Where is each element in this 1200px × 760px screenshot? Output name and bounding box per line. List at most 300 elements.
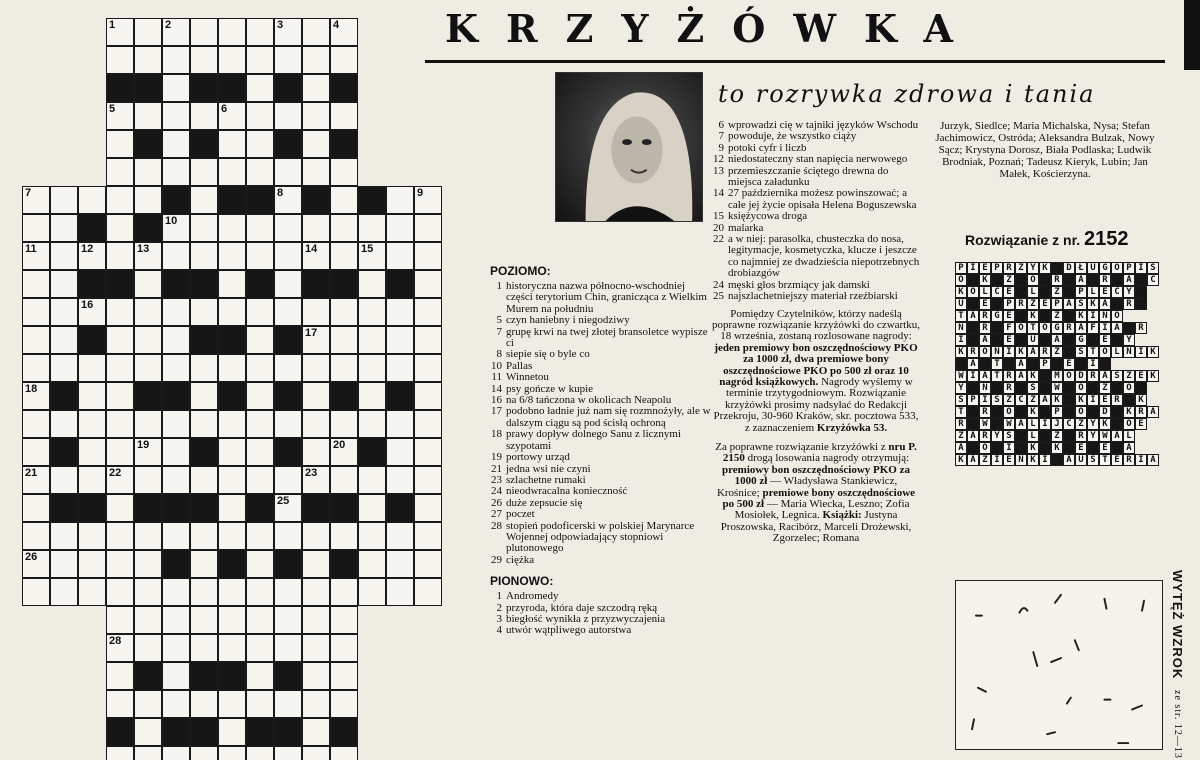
grid-cell[interactable] [414,326,442,354]
solution-letter: K [1099,418,1111,430]
grid-cell[interactable] [106,522,134,550]
grid-cell[interactable] [106,102,134,130]
grid-cell[interactable] [162,746,190,760]
solution-letter: W [1099,430,1111,442]
grid-cell[interactable] [330,438,358,466]
grid-cell[interactable] [190,606,218,634]
clue-item [712,291,920,302]
grid-cell[interactable] [50,298,78,326]
grid-cell[interactable] [190,46,218,74]
grid-cell[interactable] [22,326,50,354]
grid-cell[interactable] [190,550,218,578]
grid-cell[interactable] [386,354,414,382]
grid-cell[interactable] [414,242,442,270]
grid-cell[interactable] [274,578,302,606]
grid-cell[interactable] [302,382,330,410]
grid-cell[interactable] [386,522,414,550]
grid-black-cell [134,662,162,690]
grid-cell[interactable] [162,662,190,690]
grid-cell[interactable] [162,634,190,662]
grid-cell[interactable] [106,130,134,158]
grid-cell[interactable] [274,158,302,186]
grid-cell[interactable] [134,634,162,662]
grid-cell[interactable] [330,354,358,382]
grid-cell[interactable] [22,298,50,326]
grid-cell[interactable] [218,354,246,382]
grid-cell-number: 19 [137,439,150,451]
grid-cell[interactable] [190,214,218,242]
grid-cell[interactable] [190,298,218,326]
grid-cell[interactable] [302,326,330,354]
grid-cell[interactable] [134,354,162,382]
grid-cell[interactable] [302,550,330,578]
solution-black-cell [967,406,979,418]
grid-cell[interactable] [414,550,442,578]
grid-cell[interactable] [218,578,246,606]
grid-cell[interactable] [22,214,50,242]
grid-cell[interactable] [106,46,134,74]
clue-text: potoki cyfr i liczb [728,141,807,154]
solution-letter: T [955,310,967,322]
grid-cell[interactable] [330,46,358,74]
grid-cell[interactable] [274,46,302,74]
solution-letter: O [1111,310,1123,322]
winners-text-2: drogą losowania nagrody otrzymują: [744,452,910,465]
grid-cell[interactable] [162,410,190,438]
solution-letter: R [1123,298,1135,310]
grid-cell[interactable] [78,242,106,270]
grid-cell[interactable] [414,494,442,522]
grid-cell[interactable] [302,662,330,690]
grid-cell[interactable] [162,102,190,130]
solution-letter: L [1111,346,1123,358]
grid-cell[interactable] [162,438,190,466]
grid-cell[interactable] [162,298,190,326]
grid-cell[interactable] [358,270,386,298]
grid-cell[interactable] [218,298,246,326]
grid-cell[interactable] [386,410,414,438]
grid-cell[interactable] [162,242,190,270]
grid-cell[interactable] [302,410,330,438]
grid-cell[interactable] [106,158,134,186]
grid-cell[interactable] [274,746,302,760]
grid-cell[interactable] [218,690,246,718]
grid-cell[interactable] [22,410,50,438]
grid-cell[interactable] [246,410,274,438]
grid-cell[interactable] [414,214,442,242]
grid-cell[interactable] [414,466,442,494]
grid-cell[interactable] [302,298,330,326]
grid-cell[interactable] [134,690,162,718]
grid-cell[interactable] [246,214,274,242]
grid-cell[interactable] [218,130,246,158]
grid-cell[interactable] [246,242,274,270]
grid-cell[interactable] [274,242,302,270]
grid-cell[interactable] [106,410,134,438]
grid-cell[interactable] [134,746,162,760]
grid-cell[interactable] [134,102,162,130]
grid-cell[interactable] [274,186,302,214]
grid-cell[interactable] [302,634,330,662]
grid-cell[interactable] [246,326,274,354]
grid-cell[interactable] [190,102,218,130]
grid-cell[interactable] [50,186,78,214]
grid-cell[interactable] [302,466,330,494]
grid-cell[interactable] [22,354,50,382]
grid-cell[interactable] [302,74,330,102]
grid-cell[interactable] [22,438,50,466]
grid-cell[interactable] [106,634,134,662]
grid-cell[interactable] [414,298,442,326]
grid-cell[interactable] [162,18,190,46]
grid-cell[interactable] [78,298,106,326]
grid-cell[interactable] [78,522,106,550]
grid-cell[interactable] [190,158,218,186]
grid-cell-number: 20 [333,439,346,451]
grid-cell[interactable] [274,102,302,130]
grid-cell[interactable] [330,690,358,718]
grid-cell[interactable] [330,214,358,242]
grid-cell[interactable] [386,466,414,494]
grid-cell[interactable] [218,102,246,130]
grid-cell[interactable] [302,438,330,466]
grid-cell[interactable] [106,662,134,690]
grid-cell[interactable] [246,550,274,578]
grid-cell[interactable] [78,186,106,214]
grid-cell[interactable] [134,578,162,606]
grid-cell[interactable] [134,326,162,354]
grid-cell[interactable] [246,46,274,74]
grid-cell[interactable] [358,494,386,522]
grid-cell[interactable] [302,214,330,242]
grid-cell[interactable] [274,522,302,550]
grid-cell[interactable] [218,18,246,46]
grid-cell[interactable] [274,298,302,326]
grid-cell[interactable] [22,242,50,270]
grid-cell[interactable] [246,102,274,130]
grid-cell[interactable] [246,382,274,410]
grid-cell[interactable] [302,606,330,634]
grid-cell[interactable] [50,466,78,494]
grid-cell[interactable] [302,578,330,606]
grid-cell[interactable] [414,438,442,466]
grid-cell[interactable] [162,690,190,718]
grid-cell[interactable] [386,214,414,242]
grid-cell[interactable] [302,18,330,46]
grid-cell[interactable] [330,606,358,634]
grid-cell[interactable] [50,522,78,550]
grid-cell[interactable] [218,410,246,438]
grid-cell[interactable] [274,18,302,46]
grid-cell[interactable] [414,522,442,550]
grid-cell[interactable] [358,298,386,326]
grid-cell[interactable] [162,158,190,186]
grid-cell[interactable] [218,718,246,746]
grid-cell[interactable] [274,270,302,298]
grid-cell[interactable] [134,298,162,326]
grid-cell[interactable] [218,634,246,662]
grid-cell[interactable] [246,466,274,494]
grid-cell[interactable] [106,550,134,578]
grid-cell[interactable] [330,466,358,494]
grid-cell[interactable] [190,466,218,494]
grid-cell[interactable] [134,410,162,438]
grid-cell[interactable] [246,578,274,606]
grid-cell[interactable] [218,466,246,494]
grid-cell[interactable] [414,382,442,410]
grid-cell[interactable] [134,18,162,46]
grid-cell[interactable] [414,354,442,382]
grid-cell[interactable] [78,578,106,606]
grid-cell[interactable] [50,354,78,382]
grid-cell[interactable] [330,662,358,690]
grid-cell[interactable] [134,466,162,494]
grid-cell[interactable] [218,522,246,550]
grid-cell[interactable] [302,102,330,130]
grid-cell[interactable] [134,550,162,578]
grid-cell[interactable] [218,242,246,270]
crossword-grid[interactable] [22,18,472,756]
grid-cell[interactable] [358,522,386,550]
clue-text: na 6/8 tańczona w okolicach Neapolu [506,394,672,407]
grid-cell[interactable] [246,606,274,634]
grid-cell[interactable] [22,550,50,578]
grid-cell[interactable] [134,186,162,214]
grid-cell[interactable] [246,746,274,760]
grid-cell[interactable] [134,158,162,186]
grid-cell[interactable] [358,354,386,382]
grid-cell[interactable] [414,270,442,298]
grid-cell[interactable] [330,410,358,438]
grid-cell[interactable] [302,130,330,158]
grid-cell[interactable] [134,438,162,466]
grid-cell[interactable] [78,382,106,410]
grid-cell[interactable] [106,298,134,326]
grid-cell[interactable] [190,18,218,46]
grid-cell[interactable] [190,410,218,438]
grid-cell[interactable] [274,634,302,662]
grid-cell[interactable] [162,46,190,74]
grid-cell[interactable] [162,214,190,242]
grid-cell[interactable] [50,270,78,298]
grid-cell[interactable] [190,522,218,550]
grid-cell[interactable] [330,746,358,760]
grid-cell[interactable] [106,494,134,522]
clue-text: podobno ładnie już nam się rozmnożyły, ale w dalszym ciągu są pod ścisłą ochroną [506,405,711,429]
solution-letter: O [1075,406,1087,418]
grid-cell[interactable] [106,326,134,354]
grid-cell[interactable] [246,690,274,718]
grid-cell[interactable] [246,298,274,326]
grid-cell[interactable] [330,634,358,662]
grid-cell[interactable] [190,354,218,382]
solution-letter: P [1051,406,1063,418]
grid-cell[interactable] [106,214,134,242]
solution-black-cell [1015,430,1027,442]
grid-cell[interactable] [330,578,358,606]
grid-cell[interactable] [386,438,414,466]
grid-cell[interactable] [218,214,246,242]
grid-cell[interactable] [386,242,414,270]
grid-cell[interactable] [330,298,358,326]
solution-letter: I [1039,418,1051,430]
grid-cell[interactable] [330,186,358,214]
grid-cell[interactable] [386,578,414,606]
grid-cell[interactable] [162,466,190,494]
grid-cell[interactable] [246,354,274,382]
grid-cell[interactable] [414,578,442,606]
grid-cell[interactable] [78,466,106,494]
grid-cell[interactable] [302,522,330,550]
grid-cell[interactable] [330,102,358,130]
grid-cell-number: 1 [109,19,116,31]
grid-cell[interactable] [414,410,442,438]
grid-cell[interactable] [106,746,134,760]
grid-cell[interactable] [50,214,78,242]
grid-cell[interactable] [330,18,358,46]
grid-cell[interactable] [246,634,274,662]
grid-cell[interactable] [274,214,302,242]
grid-cell[interactable] [218,46,246,74]
grid-cell[interactable] [246,662,274,690]
grid-cell[interactable] [274,494,302,522]
grid-cell[interactable] [274,354,302,382]
grid-cell[interactable] [330,522,358,550]
solution-letter: O [1003,406,1015,418]
grid-cell[interactable] [106,578,134,606]
grid-cell[interactable] [274,410,302,438]
grid-cell[interactable] [162,354,190,382]
grid-cell[interactable] [134,242,162,270]
grid-cell[interactable] [78,438,106,466]
grid-cell[interactable] [50,550,78,578]
grid-cell[interactable] [134,270,162,298]
grid-cell[interactable] [218,494,246,522]
grid-cell[interactable] [274,606,302,634]
grid-cell[interactable] [246,522,274,550]
clue-item [490,591,712,602]
solution-black-cell [1063,310,1075,322]
grid-cell[interactable] [50,242,78,270]
grid-cell[interactable] [22,494,50,522]
grid-cell[interactable] [330,158,358,186]
clue-item [490,486,712,497]
grid-cell[interactable] [358,578,386,606]
grid-cell[interactable] [50,410,78,438]
grid-cell[interactable] [50,326,78,354]
grid-cell[interactable] [22,270,50,298]
grid-cell[interactable] [302,46,330,74]
grid-cell[interactable] [22,382,50,410]
grid-cell[interactable] [50,578,78,606]
grid-cell[interactable] [190,578,218,606]
grid-cell[interactable] [302,746,330,760]
grid-cell[interactable] [302,690,330,718]
grid-cell[interactable] [302,354,330,382]
grid-cell[interactable] [190,746,218,760]
grid-cell[interactable] [358,466,386,494]
grid-cell[interactable] [386,298,414,326]
grid-cell-number: 13 [137,243,150,255]
grid-cell[interactable] [358,410,386,438]
grid-cell[interactable] [106,18,134,46]
grid-cell[interactable] [106,382,134,410]
grid-cell[interactable] [106,242,134,270]
grid-cell[interactable] [246,18,274,46]
grid-cell[interactable] [218,270,246,298]
grid-cell[interactable] [302,158,330,186]
grid-cell[interactable] [246,130,274,158]
grid-cell[interactable] [386,550,414,578]
grid-cell[interactable] [106,186,134,214]
grid-cell[interactable] [162,74,190,102]
grid-cell[interactable] [386,186,414,214]
grid-cell[interactable] [106,354,134,382]
grid-cell[interactable] [302,242,330,270]
grid-cell[interactable] [162,326,190,354]
grid-cell[interactable] [78,354,106,382]
grid-cell-number: 18 [25,383,38,395]
grid-cell[interactable] [190,382,218,410]
grid-cell[interactable] [22,186,50,214]
grid-cell[interactable] [358,550,386,578]
grid-cell[interactable] [246,74,274,102]
grid-cell[interactable] [190,242,218,270]
grid-cell[interactable] [22,578,50,606]
grid-cell[interactable] [218,438,246,466]
grid-cell[interactable] [162,578,190,606]
grid-cell[interactable] [106,690,134,718]
grid-cell[interactable] [106,438,134,466]
grid-black-cell [218,186,246,214]
grid-cell[interactable] [274,690,302,718]
grid-cell[interactable] [134,606,162,634]
grid-cell[interactable] [162,522,190,550]
grid-cell[interactable] [218,746,246,760]
grid-cell[interactable] [414,186,442,214]
grid-cell[interactable] [78,550,106,578]
grid-cell[interactable] [386,326,414,354]
grid-cell[interactable] [134,46,162,74]
grid-cell[interactable] [246,158,274,186]
grid-cell[interactable] [190,186,218,214]
grid-cell[interactable] [274,466,302,494]
grid-cell[interactable] [330,242,358,270]
grid-cell[interactable] [22,466,50,494]
grid-cell[interactable] [78,410,106,438]
grid-cell[interactable] [218,158,246,186]
grid-cell[interactable] [190,690,218,718]
grid-cell[interactable] [134,718,162,746]
grid-cell[interactable] [162,130,190,158]
grid-cell[interactable] [358,326,386,354]
grid-cell[interactable] [22,522,50,550]
solution-black-cell [1111,334,1123,346]
grid-cell[interactable] [190,634,218,662]
grid-cell[interactable] [218,606,246,634]
grid-cell[interactable] [162,606,190,634]
grid-cell[interactable] [358,242,386,270]
grid-cell[interactable] [358,214,386,242]
grid-cell[interactable] [246,438,274,466]
grid-cell[interactable] [330,326,358,354]
grid-cell[interactable] [106,606,134,634]
clue-text: a w niej: parasolka, chusteczka do nosa, legitymacje, kosmetyczka, klucze i jeszcze co najmniej ze dwadzieścia niepotrzebnych drobiazgów [728,233,920,280]
grid-cell[interactable] [134,522,162,550]
grid-cell[interactable] [106,466,134,494]
grid-cell[interactable] [358,382,386,410]
grid-cell[interactable] [302,718,330,746]
